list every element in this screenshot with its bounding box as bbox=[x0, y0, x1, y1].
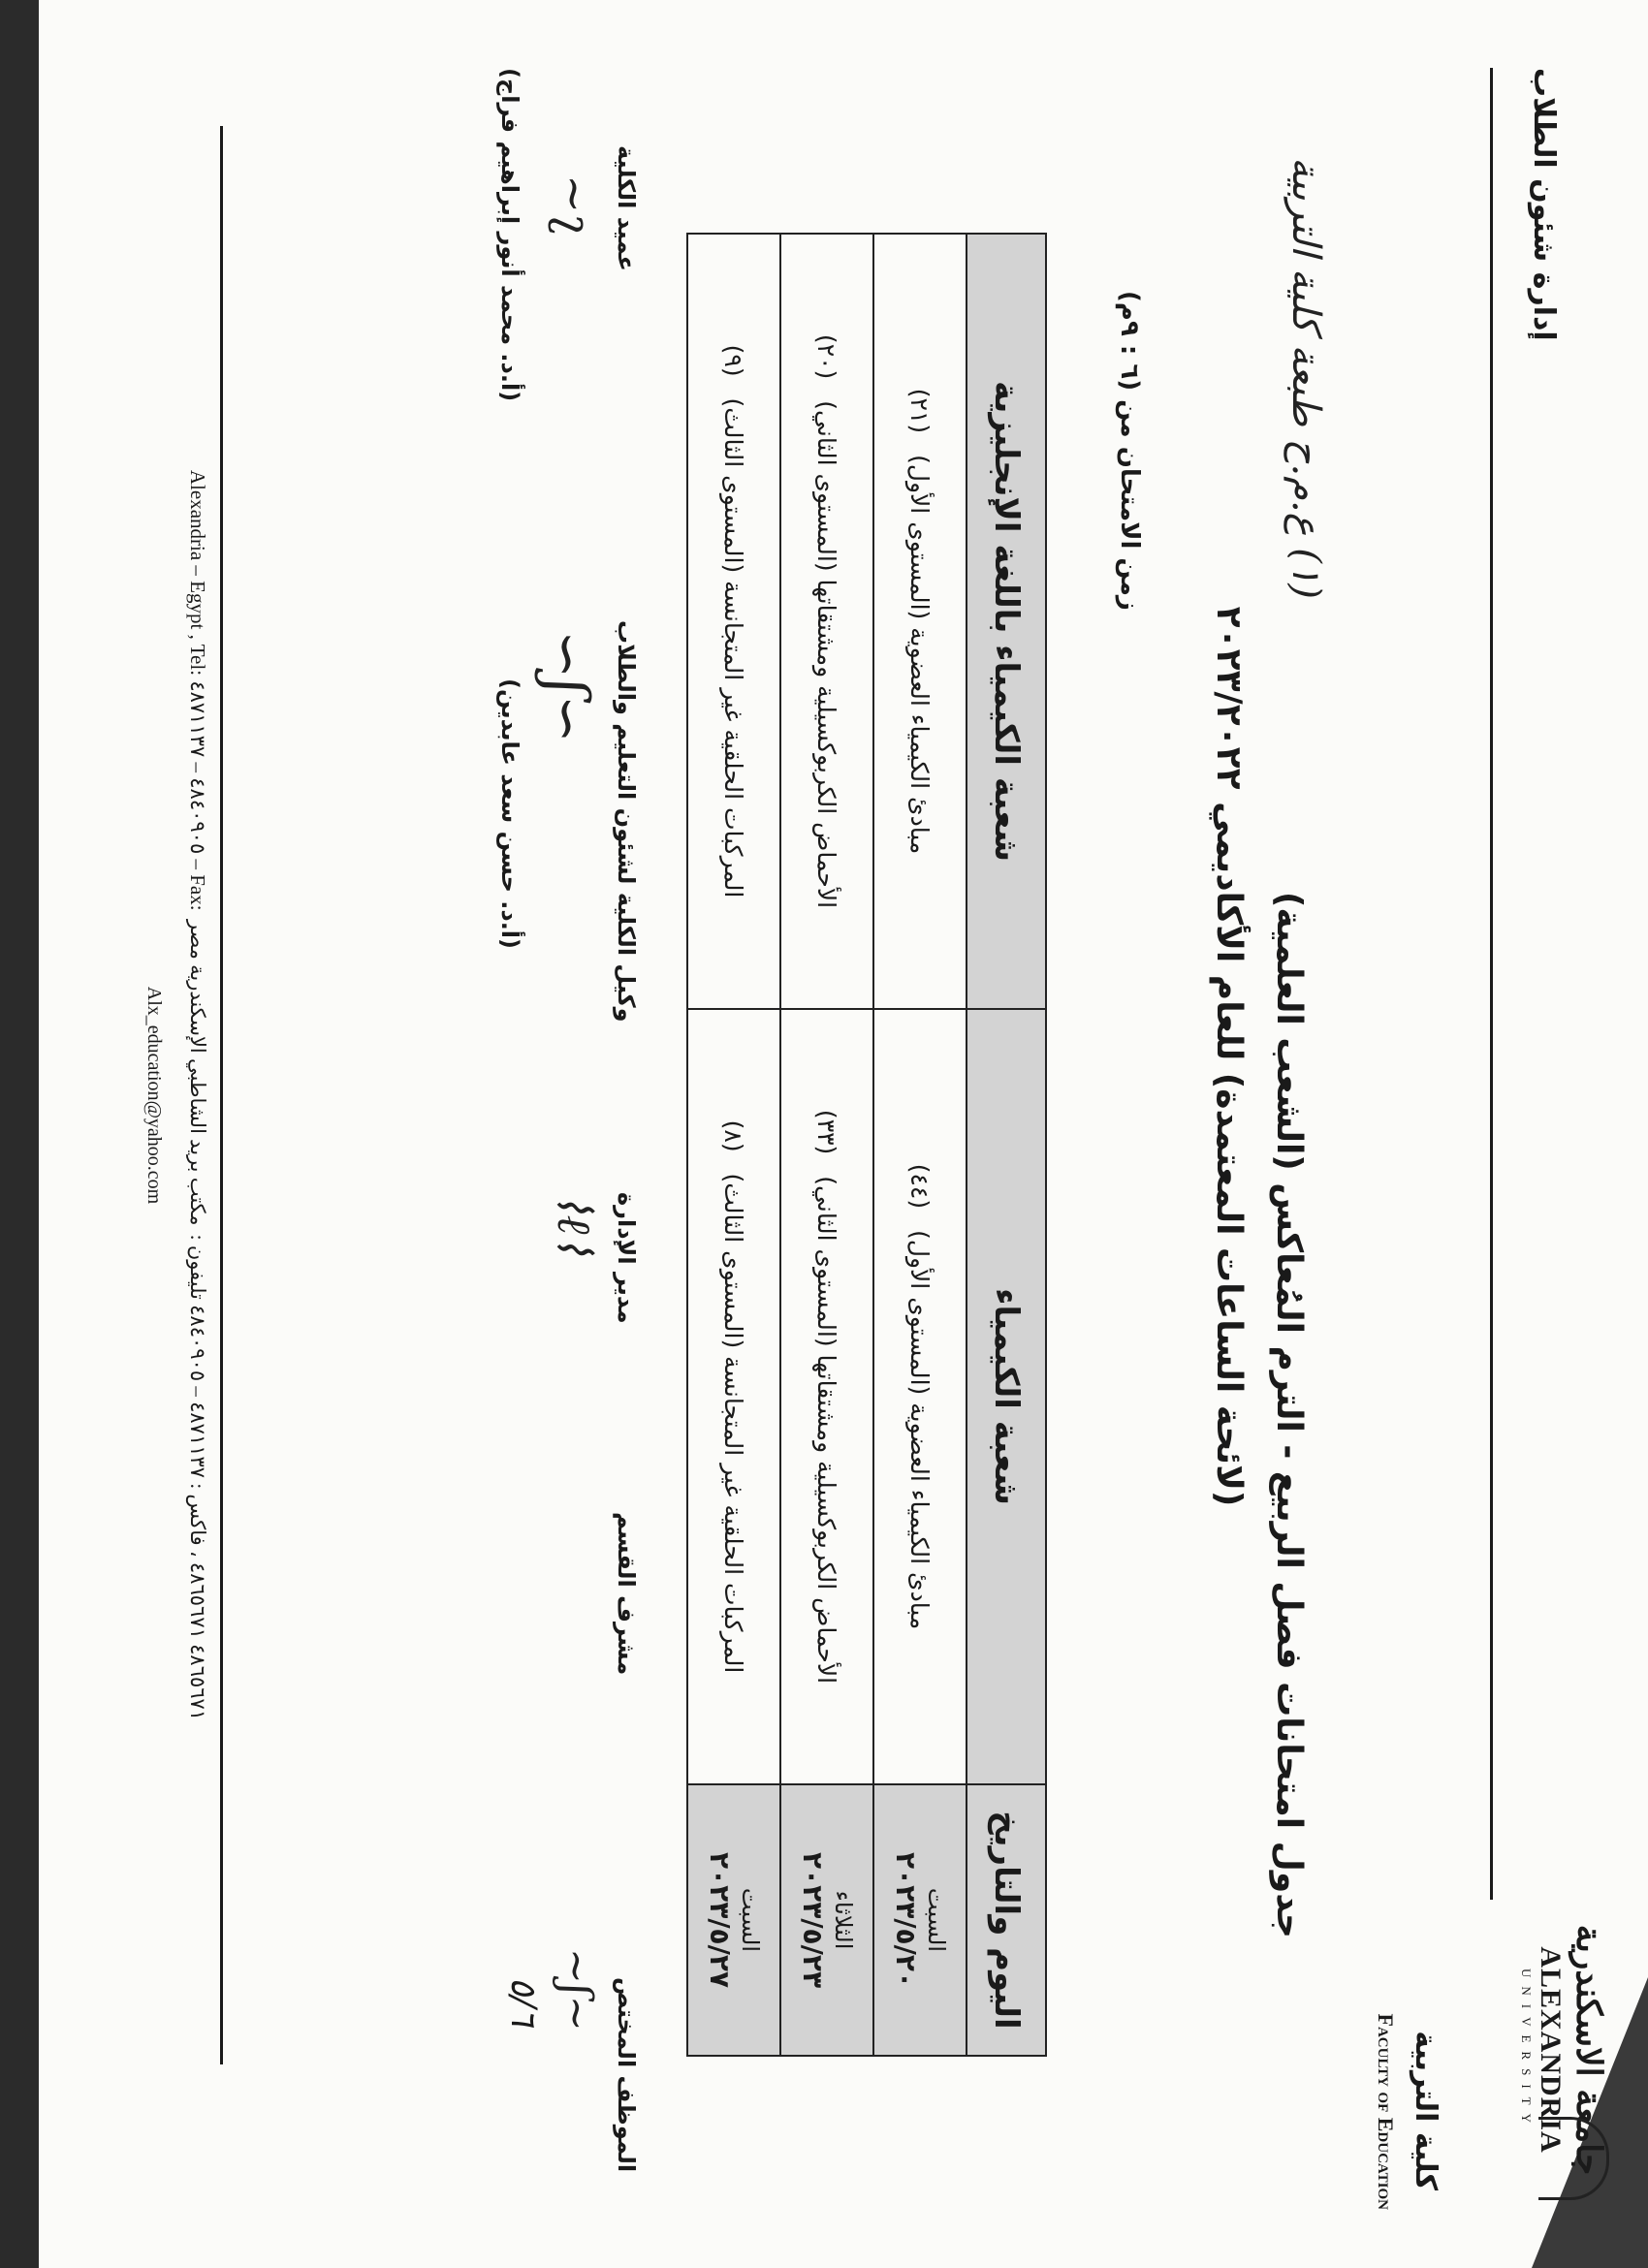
date-cell bbox=[873, 1784, 967, 2056]
subject-name: مبادئ الكيمياء العضوية (المستوى الأول) bbox=[905, 1230, 935, 1630]
eng-cell bbox=[687, 234, 780, 1009]
scan-edge bbox=[0, 0, 39, 2268]
subject-name: الأحماض الكربوكسيلية ومشتقاتها (المستوى الثاني) bbox=[812, 1176, 841, 1685]
chem-cell bbox=[780, 1009, 873, 1784]
eng-cell bbox=[873, 234, 967, 1009]
department-name: إدارة شئون الطلاب bbox=[1527, 68, 1561, 341]
faculty-name-en: Faculty of Education bbox=[1374, 2013, 1398, 2210]
exam-schedule-table bbox=[686, 233, 1047, 2057]
staff-signature: ~ʃ~ bbox=[552, 1948, 601, 2032]
dean-signature-title: عميد الكلية bbox=[613, 145, 640, 271]
footer-address-ar: مكتب بريد الشاطبي الإسكندرية مصر bbox=[186, 919, 209, 1226]
date-cell bbox=[780, 1784, 873, 2056]
admin-signature-title: مدير الإدارة bbox=[613, 1192, 640, 1324]
university-subtitle: UNIVERSITY bbox=[1519, 1969, 1534, 2131]
footer-divider bbox=[220, 126, 223, 2064]
student-count: (٣٣) bbox=[812, 1109, 841, 1155]
university-name-ar: جامعة الاسكندرية bbox=[1569, 1924, 1609, 2176]
day-name: الثلاثاء bbox=[830, 1890, 857, 1950]
head-signature-title: مشرف القسم bbox=[613, 1512, 640, 1676]
day-name: السبت bbox=[737, 1887, 764, 1953]
staff-signature-date: ٥/٦ bbox=[503, 1977, 543, 2027]
subject-name: المركبات الحلقية غير المتجانسة (المستوى الثالث) bbox=[719, 397, 748, 898]
date-cell bbox=[687, 1784, 780, 2056]
student-count: (٨) bbox=[719, 1119, 748, 1152]
footer-address bbox=[185, 136, 209, 2055]
dean-signature: ~ʅ bbox=[547, 174, 601, 236]
student-count: (٤٤) bbox=[905, 1163, 935, 1210]
subject-name: المركبات الحلقية غير المتجانسة (المستوى الثالث) bbox=[719, 1173, 748, 1674]
faculty-name-ar: كلية التربية bbox=[1409, 2031, 1442, 2190]
day-name: السبت bbox=[923, 1887, 950, 1953]
footer-address-en: Alexandria – Egypt , Tel: ٤٨٤٠٩٠٥ – ٤٨٧١١٣٧ – Fax: ٤٨٦٥٦٧١ ٤٨٦٥٦٧١ ، فاكس : ٤٨٧١١٣٧ – ٤٨٤٠٩٠٥ تليفون : bbox=[186, 469, 209, 1721]
student-count: (٢١) bbox=[905, 388, 935, 434]
eng-cell bbox=[780, 234, 873, 1009]
page-title: جدول امتحانات فصل الربيع - الترم المُعاكس (الشعب العلمية) bbox=[1269, 891, 1309, 1938]
dean-name: (أ.د. محمد أنور إبراهيم فراج) bbox=[496, 68, 523, 402]
student-count: (٢٠) bbox=[812, 333, 841, 380]
table-row bbox=[873, 234, 967, 2056]
staff-signature-title: الموظف المختص bbox=[613, 1977, 640, 2173]
exam-date: ٢٠٢٣/٥/٢٠ bbox=[890, 1851, 922, 1989]
chem-cell bbox=[873, 1009, 967, 1784]
header-chemistry-english: شعبة الكيمياء باللغة الإنجليزية bbox=[967, 234, 1046, 1009]
header-divider bbox=[1490, 68, 1493, 1900]
chem-cell bbox=[687, 1009, 780, 1784]
building-icon bbox=[1538, 2117, 1609, 2200]
table-header-row bbox=[967, 234, 1046, 2056]
university-logo bbox=[1444, 1900, 1609, 2200]
table-row bbox=[780, 234, 873, 2056]
header-date: اليوم والتاريخ bbox=[967, 1784, 1046, 2056]
vice-dean-name: (أ.د. حسن سعد عابدين) bbox=[496, 678, 523, 949]
exam-date: ٢٠٢٣/٥/٢٣ bbox=[797, 1851, 829, 1989]
admin-signature: ⌇ℓ⌇ bbox=[547, 1192, 601, 1257]
page-subtitle: (لائحة الساعات المعتمدة) للعام الأكاديمي ٢٠٢٣/٢٠٢٢ bbox=[1209, 606, 1249, 1507]
student-count: (٩) bbox=[719, 344, 748, 377]
footer-email: Alx_education@yahoo.com bbox=[143, 986, 165, 1205]
vice-dean-signature-title: وكيل الكلية لشئون التعليم والطلاب bbox=[613, 620, 640, 1023]
table-row bbox=[687, 234, 780, 2056]
vice-dean-signature: ∽ʃ∽ bbox=[533, 630, 601, 743]
header-chemistry: شعبة الكيمياء bbox=[967, 1009, 1046, 1784]
subject-name: مبادئ الكيمياء العضوية (المستوى الأول) bbox=[905, 455, 935, 855]
handwritten-note: (١) ع.م.ح طبعة كلية التربية bbox=[1284, 157, 1328, 599]
subject-name: الأحماض الكربوكسيلية ومشتقاتها (المستوى الثاني) bbox=[812, 400, 841, 909]
university-name-en: ALEXANDRIA bbox=[1535, 1946, 1567, 2154]
exam-time: زمن الامتحان من (٦ : ٩م) bbox=[1115, 291, 1144, 611]
exam-date: ٢٠٢٣/٥/٢٧ bbox=[704, 1851, 736, 1989]
